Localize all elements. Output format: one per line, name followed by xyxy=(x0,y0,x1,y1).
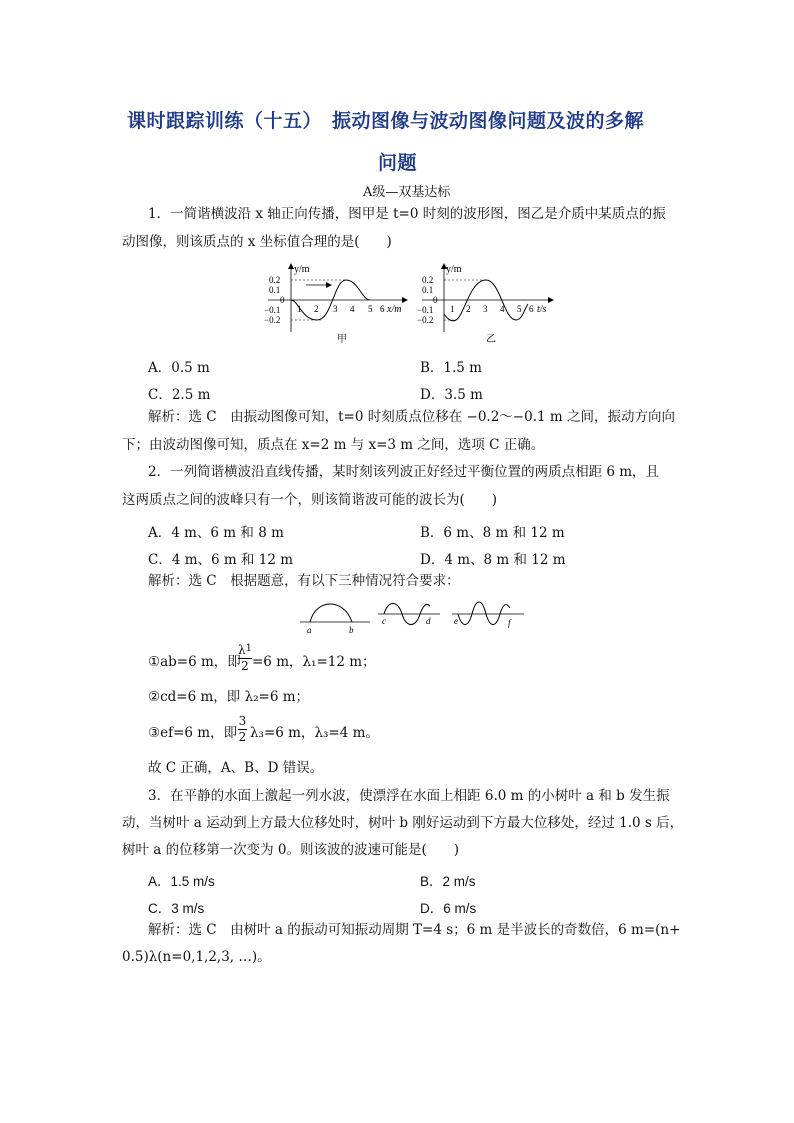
y-tick: −0.2 xyxy=(264,315,281,325)
arrow-right-icon xyxy=(326,282,332,288)
fraction-denominator: 2 xyxy=(238,730,247,744)
y-tick: 0.2 xyxy=(269,275,281,285)
section-heading: A级—双基达标 xyxy=(363,185,451,200)
y-axis-label: y/m xyxy=(294,264,310,275)
fraction-numerator: 1 xyxy=(245,643,252,654)
point-label: f xyxy=(508,618,511,628)
q1-vibration-graph xyxy=(416,260,561,345)
fraction-numerator-lambda: λ xyxy=(238,643,246,657)
y-tick: 0.2 xyxy=(422,275,434,285)
point-label: d xyxy=(426,616,431,626)
q1-stem-line1: 1．一简谐横波沿 x 轴正向传播，图甲是 t=0 时刻的波形图，图乙是介质中某质点的振 xyxy=(148,206,666,222)
point-label: c xyxy=(382,616,386,626)
x-tick: 3 xyxy=(333,304,338,314)
y-tick: −0.1 xyxy=(264,305,281,315)
q2-case1-suffix: =6 m，λ₁=12 m； xyxy=(252,654,376,670)
x-tick: 4 xyxy=(350,304,355,314)
point-label: b xyxy=(349,625,354,635)
q2-option-b[interactable]: B．6 m、8 m 和 12 m xyxy=(420,525,565,541)
q1-option-c[interactable]: C．2.5 m xyxy=(148,387,211,403)
q1-option-a[interactable]: A．0.5 m xyxy=(148,360,210,376)
x-tick: 6 xyxy=(380,304,385,314)
point-label: e xyxy=(454,616,458,626)
fraction-denominator: 2 xyxy=(241,659,249,673)
q2-conclusion: 故 C 正确，A、B、D 错误。 xyxy=(148,760,324,776)
q3-option-b[interactable]: B．2 m/s xyxy=(420,874,476,889)
q2-option-c[interactable]: C．4 m、6 m 和 12 m xyxy=(148,552,294,568)
y-tick: 0 xyxy=(280,295,285,305)
q2-option-d[interactable]: D．4 m、8 m 和 12 m xyxy=(420,552,566,568)
y-tick: 0.1 xyxy=(422,285,434,295)
q3-option-d[interactable]: D．6 m/s xyxy=(420,901,477,916)
q1-option-b[interactable]: B．1.5 m xyxy=(420,360,482,376)
q1-option-d[interactable]: D．3.5 m xyxy=(420,387,483,403)
q1-analysis-line2: 下；由波动图像可知，质点在 x=2 m 与 x=3 m 之间，选项 C 正确。 xyxy=(122,437,545,453)
q2-stem-line1: 2．一列简谐横波沿直线传播，某时刻该列波正好经过平衡位置的两质点相距 6 m，且 xyxy=(148,464,660,480)
q3-analysis-line1: 解析：选 C 由树叶 a 的振动可知振动周期 T=4 s；6 m 是半波长的奇数倍，6 m=(n+ xyxy=(148,922,681,938)
q3-option-a[interactable]: A．1.5 m/s xyxy=(148,874,215,889)
x-axis-arrow-icon xyxy=(402,297,408,303)
q3-stem-line2: 动，当树叶 a 运动到上方最大位移处时，树叶 b 刚好运动到下方最大位移处，经过 1.0 s 后， xyxy=(122,815,684,831)
page-title: 课时跟踪训练（十五） 振动图像与波动图像问题及波的多解 xyxy=(127,110,645,132)
x-tick: 1 xyxy=(450,304,455,314)
y-axis-label: y/m xyxy=(446,264,462,275)
x-tick: 2 xyxy=(466,304,471,314)
q3-option-c[interactable]: C．3 m/s xyxy=(148,901,205,916)
y-tick: 0 xyxy=(433,295,438,305)
t-axis-label: t/s xyxy=(537,304,547,315)
q1-wave-graph xyxy=(262,260,412,345)
y-tick: −0.1 xyxy=(417,305,434,315)
q3-analysis-line2: 0.5)λ(n=0,1,2,3, …)。 xyxy=(122,949,271,965)
q2-option-a[interactable]: A．4 m、6 m 和 8 m xyxy=(148,525,284,541)
q2-case2: ②cd=6 m，即 λ₂=6 m； xyxy=(148,689,310,705)
q2-stem-line2: 这两质点之间的波峰只有一个，则该简谐波可能的波长为( ) xyxy=(122,492,498,508)
x-tick: 6 xyxy=(529,304,534,314)
fraction-numerator: 3 xyxy=(238,714,247,728)
figure-caption: 甲 xyxy=(337,334,347,345)
q2-case3-prefix: ③ef=6 m，即 xyxy=(148,725,238,741)
x-tick: 2 xyxy=(314,304,319,314)
q2-case1-prefix: ①ab=6 m，即 xyxy=(148,654,241,670)
figure-caption: 乙 xyxy=(486,334,496,345)
x-tick: 5 xyxy=(517,304,522,314)
q2-case3-fraction xyxy=(238,714,247,744)
q2-analysis: 解析：选 C 根据题意，有以下三种情况符合要求： xyxy=(148,573,460,589)
q3-stem-line3: 树叶 a 的位移第一次变为 0。则该波的波速可能是( ) xyxy=(122,842,460,858)
x-tick: 3 xyxy=(483,304,488,314)
q2-case3-suffix: λ₃=6 m，λ₃=4 m。 xyxy=(250,725,379,741)
y-tick: 0.1 xyxy=(269,285,281,295)
page-title-continued: 问题 xyxy=(378,152,418,174)
q2-wave-cases-figure xyxy=(296,596,531,638)
x-tick: 4 xyxy=(500,304,505,314)
half-wave-curve xyxy=(310,604,352,622)
q1-analysis-line1: 解析：选 C 由振动图像可知，t=0 时刻质点位移在 −0.2～−0.1 m 之间，振动方向向 xyxy=(148,409,675,425)
point-label: a xyxy=(307,625,312,635)
one-and-half-wave-curve xyxy=(458,602,510,625)
y-tick: −0.2 xyxy=(417,315,434,325)
x-axis-label: x/m xyxy=(387,304,402,315)
q1-stem-line2: 动图像，则该质点的 x 坐标值合理的是( ) xyxy=(122,234,392,250)
x-tick: 5 xyxy=(368,304,373,314)
q3-stem-line1: 3．在平静的水面上激起一列水波，使漂浮在水面上相距 6.0 m 的小树叶 a 和 b 发生振 xyxy=(148,788,670,804)
t-axis-arrow-icon xyxy=(548,297,554,303)
q2-case1-fraction xyxy=(238,643,252,673)
x-tick: 1 xyxy=(297,304,302,314)
